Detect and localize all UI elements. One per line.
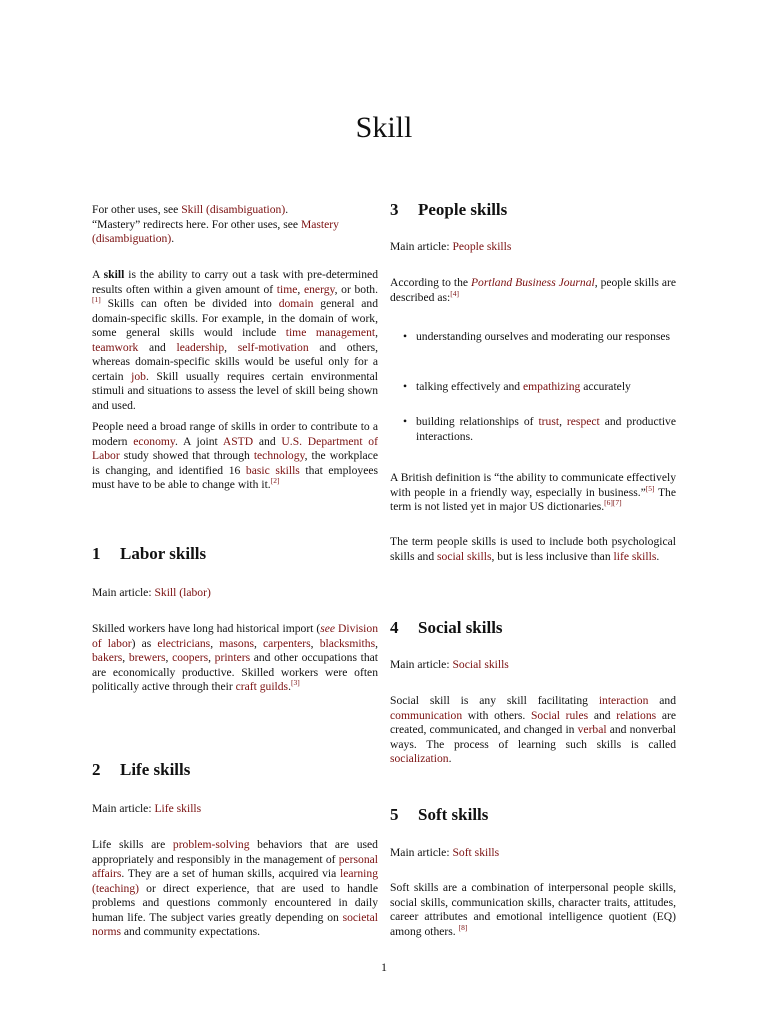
text: study showed that through (119, 449, 254, 462)
skill-disambiguation-link[interactable]: Skill (disambiguation) (181, 203, 286, 216)
trust-link[interactable]: trust (538, 415, 560, 428)
section-title: Life skills (120, 760, 191, 779)
british-definition-paragraph (390, 471, 676, 515)
text: and (648, 694, 676, 707)
hatnote-line-2 (92, 218, 378, 247)
job-link[interactable]: job (131, 369, 146, 383)
basic-skills-link[interactable]: basic skills (245, 463, 300, 477)
hatnote-text: . (285, 203, 289, 216)
section-number: 4 (390, 618, 399, 637)
section-heading-soft-skills (390, 804, 676, 826)
soft-paragraph (390, 881, 676, 939)
text: , (122, 651, 129, 664)
text: The term is not listed yet in major US dictionaries. (390, 485, 676, 513)
text: , (375, 636, 378, 650)
section-number: 2 (92, 760, 101, 779)
text: A British definition is “the ability to communicate effectively with people in a friendly way, especially in business.” (390, 471, 676, 499)
text: Main article: (390, 240, 453, 253)
reference-7[interactable]: [7] (612, 498, 622, 507)
social-paragraph (390, 694, 676, 767)
hatnote-text: . (171, 232, 175, 245)
main-article-note (390, 846, 676, 861)
social-rules-link[interactable]: Social rules (530, 708, 589, 722)
text: A (92, 268, 104, 281)
text: , (224, 340, 238, 354)
teamwork-link[interactable]: teamwork (92, 340, 139, 354)
verbal-link[interactable]: verbal (577, 723, 607, 736)
hatnote-line-1 (92, 203, 378, 218)
people-term-paragraph (390, 535, 676, 564)
people-intro-paragraph (390, 276, 676, 305)
text: Skilled workers have long had historical import ( (92, 622, 321, 635)
text: According to the (390, 276, 471, 289)
text: and others, whereas domain-specific skills would be useful only for a certain (92, 340, 378, 383)
list-item (390, 415, 676, 444)
people-skills-list (390, 380, 676, 395)
section-heading-labor-skills (92, 543, 378, 565)
section-number: 1 (92, 544, 101, 563)
masons-link[interactable]: masons (219, 636, 254, 650)
text: Main article: (92, 802, 155, 815)
text: are created, communicated, and changed in (390, 708, 676, 736)
text: Social skill is any skill facilitating (390, 694, 599, 707)
section-number: 3 (390, 200, 399, 219)
text: Skills can often be divided into (100, 297, 279, 310)
hatnote (92, 203, 378, 247)
bakers-link[interactable]: bakers (92, 651, 123, 664)
interaction-link[interactable]: interaction (598, 694, 649, 707)
page-title: Skill (355, 111, 413, 144)
section-heading-people-skills (390, 199, 676, 221)
section-title: Labor skills (120, 544, 207, 563)
text: behaviors that are used appropriately and responsibly in the management of (92, 838, 378, 866)
text: The term people skills is used to include both psychological skills and (390, 535, 676, 563)
time-link[interactable]: time (276, 282, 298, 296)
text: ) as (131, 636, 158, 650)
text: talking effectively and (416, 380, 523, 393)
societal-norms-link[interactable]: societal norms (92, 910, 378, 938)
list-item (390, 330, 676, 345)
list-item (390, 380, 676, 395)
text: , (559, 415, 567, 428)
text: is the ability to carry out a task with pre-determined results often within a given amount of (92, 268, 378, 296)
text: , (254, 636, 264, 650)
mastery-disambiguation-link[interactable]: Mastery (disambiguation) (92, 217, 339, 245)
people-skills-list (390, 330, 676, 345)
text: and (138, 340, 177, 354)
section-title: Soft skills (418, 805, 489, 824)
division-of-labor-link[interactable]: Division of labor (92, 622, 378, 650)
reference-6[interactable]: [6] (604, 498, 613, 507)
intro-paragraph-2 (92, 420, 378, 493)
hatnote-text: “Mastery” redirects here. For other uses, see (92, 217, 301, 231)
bullet-icon: • (403, 415, 408, 428)
self-motivation-link[interactable]: self-motivation (237, 340, 309, 354)
text: and community expectations. (120, 925, 261, 938)
text: Life skills are (92, 838, 173, 851)
people-skills-main-link[interactable]: People skills (452, 240, 512, 253)
problem-solving-link[interactable]: problem-solving (172, 838, 250, 851)
teaching-link[interactable]: (teaching) (92, 881, 139, 895)
hatnote-text: For other uses, see (92, 203, 182, 216)
bullet-icon: • (403, 380, 408, 393)
text: Main article: (390, 658, 453, 671)
text: accurately (580, 380, 631, 393)
section-title: People skills (418, 200, 508, 219)
printers-link[interactable]: printers (214, 651, 251, 664)
reference-2[interactable]: [2] (270, 476, 280, 485)
personal-affairs-link[interactable]: personal affairs (92, 852, 378, 880)
section-heading-social-skills (390, 617, 676, 639)
text: and other occupations that are economically productive. Skilled workers were often politically active through their (92, 651, 379, 693)
text: , (310, 636, 320, 650)
leadership-link[interactable]: leadership (176, 340, 225, 354)
text: , but is less inclusive than (491, 549, 614, 563)
portland-business-journal-link[interactable]: Portland Business Journal (470, 276, 595, 289)
empathizing-link[interactable]: empathizing (523, 380, 581, 393)
main-article-note (390, 658, 676, 673)
reference-3[interactable]: [3] (290, 678, 300, 687)
bold-term: skill (103, 268, 125, 281)
respect-link[interactable]: respect (566, 415, 600, 428)
text: , people skills are described as: (390, 276, 676, 304)
section-number: 5 (390, 805, 399, 824)
main-article-note (390, 240, 676, 255)
us-department-of-labor-link[interactable]: U.S. Department of Labor (92, 434, 378, 462)
soft-skills-main-link[interactable]: Soft skills (452, 846, 500, 859)
see-link[interactable]: see (320, 622, 336, 635)
text: Main article: (92, 586, 155, 599)
text: or direct experience, that are used to handle problems and questions commonly encountered in daily human life. The subject varies greatly depending on (92, 881, 378, 924)
life-skills-main-link[interactable]: Life skills (154, 802, 202, 815)
reference-8[interactable]: [8] (458, 922, 468, 932)
socialization-link[interactable]: socialization (390, 752, 449, 765)
text: , or both. (334, 282, 378, 296)
section-heading-life-skills (92, 759, 378, 781)
reference-4[interactable]: [4] (450, 288, 459, 298)
economy-link[interactable]: economy (133, 434, 175, 448)
main-article-note (92, 802, 378, 817)
carpenters-link[interactable]: carpenters (263, 636, 311, 650)
text: Main article: (390, 846, 453, 859)
skill-labor-link[interactable]: Skill (labor) (154, 586, 211, 599)
text: . They are a set of human skills, acquired via (121, 867, 340, 880)
text: , (208, 651, 215, 664)
energy-link[interactable]: energy (303, 282, 335, 296)
text: that employees must have to be able to change with it. (92, 463, 378, 491)
text: . (656, 549, 660, 563)
text: and (253, 434, 282, 448)
relations-link[interactable]: relations (616, 708, 657, 722)
text: Soft skills are a combination of interpersonal people skills, social skills, communication skills, character traits, attitudes, career attributes and emotional intelligence quotient (EQ) among others. (390, 881, 676, 938)
communication-link[interactable]: communication (390, 708, 463, 722)
text: , (297, 282, 304, 296)
intro-paragraph (92, 268, 378, 413)
text: and nonverbal ways. The process of learning such skills is called (390, 723, 676, 751)
main-article-note (92, 586, 378, 601)
bullet-icon: • (403, 330, 408, 343)
astd-link[interactable]: ASTD (222, 434, 254, 448)
text: People need a broad range of skills in order to contribute to a modern (92, 420, 378, 448)
text: . (448, 752, 452, 765)
life-skills-link[interactable]: life skills (613, 549, 657, 563)
text: , (165, 651, 173, 664)
text: with others. (462, 708, 531, 722)
text: and productive interactions. (416, 415, 677, 443)
text: and (588, 708, 617, 722)
text: , (210, 636, 220, 650)
text: . Skill usually requires certain environmental stimuli and situations to assess the level of skill being shown and used. (92, 369, 378, 412)
domain-link[interactable]: domain (278, 297, 314, 310)
life-paragraph (92, 838, 378, 940)
coopers-link[interactable]: coopers (172, 651, 209, 664)
brewers-link[interactable]: brewers (128, 651, 166, 664)
text: , (375, 326, 378, 339)
section-title: Social skills (418, 618, 503, 637)
text: . (288, 680, 291, 693)
social-skills-link[interactable]: social skills (437, 549, 492, 563)
time-management-link[interactable]: time management (285, 326, 376, 339)
text: , the workplace is changing, and identified 16 (92, 449, 378, 477)
text: . A joint (174, 434, 223, 448)
reference-5[interactable]: [5] (645, 483, 655, 493)
text: general and domain-specific skills. For example, in the domain of work, some general skills would include (92, 297, 378, 339)
text: understanding ourselves and moderating our responses (416, 330, 671, 343)
people-skills-list (390, 415, 676, 444)
reference-1[interactable]: [1] (92, 295, 101, 304)
craft-guilds-link[interactable]: craft guilds (235, 680, 289, 693)
text: building relationships of (416, 415, 539, 428)
technology-link[interactable]: technology (253, 449, 305, 462)
labor-paragraph (92, 622, 378, 695)
page-number: 1 (381, 960, 387, 974)
learning-link[interactable]: learning (340, 867, 378, 880)
electricians-link[interactable]: electricians (157, 636, 211, 650)
blacksmiths-link[interactable]: blacksmiths (319, 636, 376, 650)
social-skills-main-link[interactable]: Social skills (452, 658, 509, 671)
